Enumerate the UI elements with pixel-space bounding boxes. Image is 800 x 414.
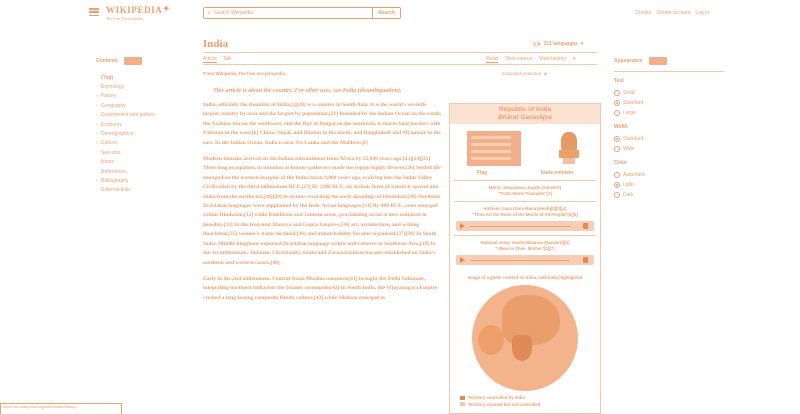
search-button[interactable]: Search xyxy=(372,8,400,18)
width-option-label: Wide xyxy=(623,146,635,152)
color-label: Color xyxy=(614,160,628,166)
lock-icon[interactable]: 🔒︎ xyxy=(544,71,547,76)
text-size-label: Text xyxy=(614,78,624,84)
view-tabs xyxy=(486,56,576,63)
width-label: Width xyxy=(614,124,628,130)
page-header xyxy=(0,0,800,26)
toc-item-label: Bibliography xyxy=(101,177,129,184)
login-link[interactable]: Log in xyxy=(695,10,709,16)
hatnote: This article is about the country. For other uses, see India (disambiguation). xyxy=(213,88,402,94)
language-button[interactable] xyxy=(532,41,583,48)
text-option-label: Small xyxy=(623,90,636,96)
chevron-right-icon[interactable]: › xyxy=(96,140,98,147)
text-option[interactable] xyxy=(614,88,724,98)
chevron-down-icon: ▾ xyxy=(580,41,584,47)
globe-caption: Image of a globe centred on India, with India highlighted xyxy=(467,275,583,280)
site-sub: From Wikipedia, the free encyclopedia xyxy=(203,71,285,76)
page-title: India xyxy=(203,38,229,50)
width-option-label: Standard xyxy=(623,136,644,142)
infobox-title xyxy=(450,104,600,124)
toc-item[interactable] xyxy=(96,139,196,148)
tab-view-source[interactable]: View source xyxy=(504,56,533,62)
anthem-audio-player[interactable] xyxy=(456,221,594,231)
flag-label[interactable]: Flag xyxy=(476,170,488,176)
page-indicators xyxy=(502,71,547,76)
national-song: National song: Vande Mataram (Sanskrit)[b] xyxy=(480,240,570,245)
motto-translation: "Truth Alone Triumphs"[1] xyxy=(498,191,552,196)
title-divider xyxy=(203,52,597,53)
create-account-link[interactable]: Create account xyxy=(656,10,691,16)
map-legend xyxy=(450,395,600,408)
toc-item-label: External links xyxy=(101,187,131,194)
infobox xyxy=(449,103,601,414)
extended-protected-label: Extended-protected xyxy=(502,71,542,76)
color-option-label: Dark xyxy=(623,192,634,198)
chevron-right-icon[interactable]: › xyxy=(96,93,98,100)
tabs-divider xyxy=(203,64,597,65)
color-option[interactable] xyxy=(614,190,724,200)
paragraph-medieval: Early in the 2nd millennium, Central Asian Muslim conquests[41] brought the Delhi Sultanate, integrating northern India into the Islamic cosmopolis[42] In South India, the Vijayanagara Empire created a long-lasting composite Hindu culture.[43] while Sikhism emerged in xyxy=(203,275,438,301)
appearance-hide-button[interactable] xyxy=(649,57,667,65)
infobox-native-name: Bhārat Gaṇarājya xyxy=(498,114,552,121)
search-icon: ⌕ xyxy=(207,8,211,17)
width-option[interactable] xyxy=(614,144,724,154)
anthem: Anthem: Jana Gana Mana (Hindi)[2][3][4] xyxy=(483,206,567,211)
anthem-translation: "Thou Art the Ruler of the Minds of All People"[5][6] xyxy=(472,212,578,217)
status-url: https://en.wikipedia.org/wiki/India#History xyxy=(0,403,122,414)
infobox-name: Republic of India xyxy=(498,106,552,113)
toc-item-label: Geography xyxy=(101,102,126,109)
legend-swatch-claimed xyxy=(460,402,465,406)
toc-item[interactable] xyxy=(96,158,196,167)
search-box xyxy=(203,7,401,19)
text-option[interactable] xyxy=(614,98,724,108)
radio-icon[interactable] xyxy=(614,192,620,198)
toc-item-label: References xyxy=(101,168,127,175)
toc-item-label: History xyxy=(101,93,117,100)
tab-view-history[interactable]: View history xyxy=(539,56,566,62)
chevron-right-icon[interactable]: › xyxy=(96,102,98,109)
radio-icon[interactable] xyxy=(614,172,620,178)
radio-icon[interactable] xyxy=(614,110,620,116)
chevron-right-icon[interactable]: › xyxy=(96,112,98,119)
text-option[interactable] xyxy=(614,108,724,118)
tab-read[interactable]: Read xyxy=(486,56,498,62)
donate-link[interactable]: Donate xyxy=(635,10,652,16)
radio-icon[interactable] xyxy=(614,182,620,188)
legend-swatch-controlled xyxy=(460,396,465,400)
tab-article[interactable]: Article xyxy=(203,56,217,62)
radio-icon[interactable] xyxy=(614,136,620,142)
legend-claimed: Territory claimed but not controlled xyxy=(468,401,541,407)
language-count: 311 languages xyxy=(543,41,578,47)
user-links xyxy=(635,10,709,16)
logo-tagline: The Free Encyclopedia xyxy=(106,16,144,21)
toc-item[interactable] xyxy=(96,176,196,185)
radio-icon[interactable] xyxy=(614,90,620,96)
toc-item[interactable] xyxy=(96,73,196,82)
search-input[interactable] xyxy=(214,10,372,16)
paragraph-history: Modern humans arrived on the Indian subcontinent from Africa by 55,000 years ago.[23][24][25] Their long occupation, in isolation as hunter-gatherers made the region highly diverse.[26] Settled life emerged on the western margins of the Indus basin 9,000 years ago, evolving into the Indus Valley Civilisation by the third millennium BCE.[27] By 1200 BCE, an archaic form of Sanskrit spread into India from the northwest,[28][29] its hymns recording the early dawnings of Hinduism.[30] Northern Dravidian languages were supplanted by the Indo-Aryan languages.[31] By 400 BCE, caste emerged within Hinduism,[32] while Buddhism and Jainism arose, proclaiming social orders unlinked to heredity.[33] In the Iron-knit Maurya and Gupta Empires,[34] art, architecture, and writing flourished,[35] women's status declined,[36] and untouchability became organised.[37][38] In South India, Middle kingdoms exported Dravidian language scripts and cultures to Southeast Asia.[39] In the 1st millennium, Judaism, Christianity, Islam and Zoroastrianism became established on India's southern and western coasts.[40] xyxy=(203,156,441,266)
radio-icon[interactable] xyxy=(614,146,620,152)
toc-item[interactable] xyxy=(96,148,196,157)
color-option[interactable] xyxy=(614,170,724,180)
appearance-title: Appearance xyxy=(614,58,643,64)
chevron-right-icon[interactable]: › xyxy=(96,131,98,138)
appearance-panel xyxy=(614,57,724,200)
toc-item-label: Economy xyxy=(101,121,122,128)
audio-track[interactable] xyxy=(470,260,570,261)
width-option[interactable] xyxy=(614,134,724,144)
legend-controlled: Territory controlled by India xyxy=(468,395,525,400)
color-option-label: Light xyxy=(623,182,634,188)
state-emblem-image[interactable] xyxy=(554,130,584,167)
table-of-contents xyxy=(96,57,196,195)
toc-item-label: Notes xyxy=(101,159,115,166)
text-option-label: Standard xyxy=(623,100,644,106)
toc-item-label: Government and politics xyxy=(101,112,155,119)
motto: Motto: Satyameva Jayate (Sanskrit) xyxy=(488,185,562,190)
tools-menu-icon[interactable]: ▾ xyxy=(572,56,576,62)
toc-item-label: Demographics xyxy=(101,131,134,138)
toc-item[interactable] xyxy=(96,101,196,110)
volume-icon[interactable] xyxy=(583,223,588,229)
color-option-label: Automatic xyxy=(623,172,646,178)
logo-wordmark: WIKIPEDIA xyxy=(106,5,163,15)
color-option[interactable] xyxy=(614,180,724,190)
national-song-translation: "I Bow to Thee, Mother"[1][7] xyxy=(495,246,555,251)
text-option-label: Large xyxy=(623,110,636,116)
globe-map-image[interactable] xyxy=(472,285,578,391)
article-body xyxy=(203,101,443,310)
toc-item-label: Culture xyxy=(101,140,118,147)
paragraph-lead: India, officially the Republic of India,[j][20] is a country in South Asia. It is the world's seventh-largest country by area and the largest by population.[21] Bounded by the Indian Ocean on the south, the Arabian Sea on the southwest, and the Bay of Bengal on the southeast, it shares land borders with Pakistan to the west;[k] China, Nepal, and Bhutan to the north; and Bangladesh and Myanmar to the east. In the Indian Ocean, India is near Sri Lanka and the Maldives.[l] xyxy=(203,102,442,146)
toc-item[interactable] xyxy=(96,186,196,195)
play-icon[interactable] xyxy=(460,223,465,229)
chevron-right-icon[interactable]: › xyxy=(96,177,98,184)
puzzle-globe-icon: ✦ xyxy=(162,4,171,15)
toc-item[interactable] xyxy=(96,111,196,120)
wikipedia-logo[interactable] xyxy=(106,4,171,21)
song-audio-player[interactable] xyxy=(456,255,594,265)
toc-item-label: (Top) xyxy=(101,74,114,81)
tab-talk[interactable]: Talk xyxy=(222,56,232,62)
main-menu-icon[interactable] xyxy=(89,8,99,16)
translate-icon: 文A xyxy=(532,42,541,48)
flag-image[interactable] xyxy=(466,130,522,167)
namespace-tabs xyxy=(203,56,232,63)
audio-track[interactable] xyxy=(470,226,570,227)
play-icon[interactable] xyxy=(460,257,465,263)
toc-item[interactable] xyxy=(96,120,196,129)
volume-icon[interactable] xyxy=(583,257,588,263)
toc-item[interactable] xyxy=(96,129,196,138)
radio-icon[interactable] xyxy=(614,100,620,106)
toc-item[interactable] xyxy=(96,82,196,91)
toc-title: Contents xyxy=(96,58,118,64)
chevron-right-icon[interactable]: › xyxy=(96,121,98,128)
toc-item-label: See also xyxy=(101,149,121,156)
toc-item[interactable] xyxy=(96,167,196,176)
toc-hide-button[interactable] xyxy=(124,57,142,65)
emblem-label[interactable]: State emblem xyxy=(540,170,574,176)
toc-item[interactable] xyxy=(96,92,196,101)
toc-item-label: Etymology xyxy=(101,84,125,91)
